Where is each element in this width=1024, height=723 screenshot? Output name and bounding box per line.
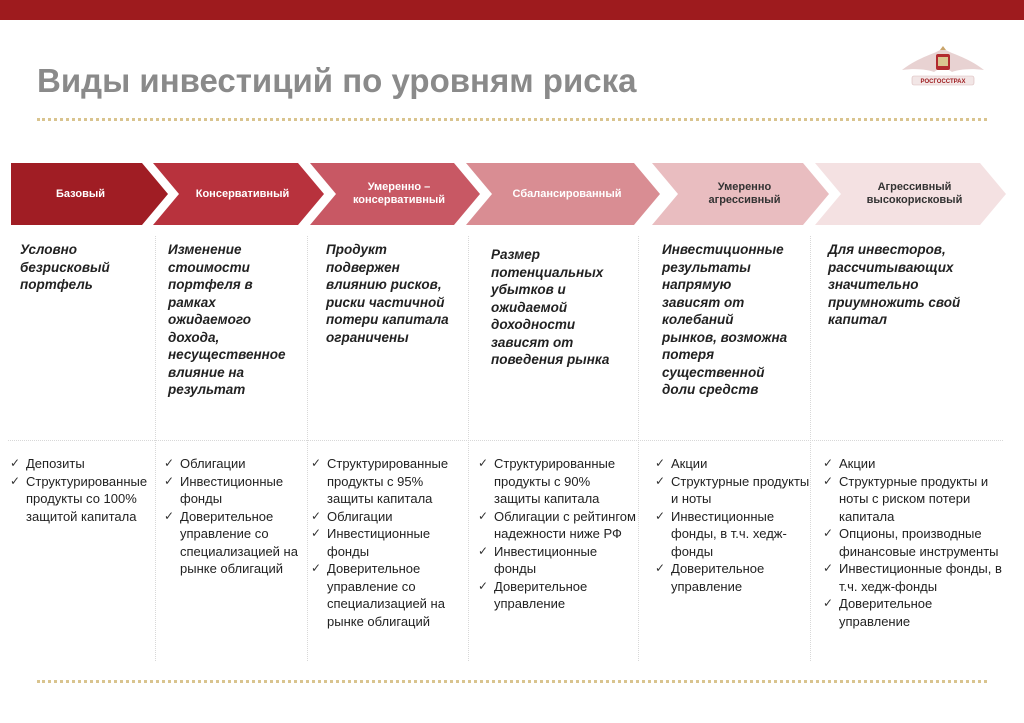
checkmark-icon: ✓ — [478, 543, 489, 558]
product-list-item — [823, 595, 1005, 630]
product-list-item — [10, 473, 150, 526]
product-list-text: Структурированные продукты с 95% защиты капитала — [327, 456, 449, 506]
risk-description: Инвестиционные результаты напрямую зависят от колебаний рынков, возможна потеря существенной доли средств — [662, 242, 788, 397]
logo-wordmark: РОСГОССТРАХ — [920, 79, 966, 85]
risk-description: Продукт подвержен влиянию рисков, риски частичной потери капитала ограничены — [326, 242, 449, 345]
product-list — [478, 455, 638, 613]
checkmark-icon: ✓ — [655, 473, 666, 488]
product-list-text: Акции — [671, 456, 708, 471]
product-list-item — [478, 508, 638, 543]
checkmark-icon: ✓ — [311, 526, 322, 540]
checkmark-icon: ✓ — [164, 508, 175, 523]
checkmark-icon: ✓ — [823, 456, 834, 470]
product-list-item — [10, 455, 150, 473]
product-list — [655, 455, 813, 595]
chevron-label: Базовый — [56, 187, 105, 200]
risk-description: Изменение стоимости портфеля в рамках ожидаемого дохода, несущественное влияние на результат — [168, 242, 286, 397]
product-list-text: Доверительное управление — [839, 596, 933, 629]
product-list-item — [478, 578, 638, 613]
product-list-item — [823, 473, 1005, 526]
product-list-text: Опционы, производные финансовые инструменты — [839, 526, 999, 559]
column-divider — [810, 236, 811, 661]
section-divider — [8, 440, 1003, 441]
product-list-item — [823, 560, 1005, 595]
product-list-item — [164, 455, 302, 473]
footer-divider — [37, 680, 987, 683]
product-list-item — [311, 525, 469, 560]
risk-description: Размер потенциальных убытков и ожидаемой доходности зависят от поведения рынка — [491, 247, 610, 367]
column-divider — [307, 236, 308, 661]
product-list-text: Структурные продукты и ноты с риском потери капитала — [839, 473, 989, 524]
product-list-item — [311, 560, 469, 630]
product-list — [164, 455, 302, 578]
column-divider — [155, 236, 156, 661]
chevron-label: Сбалансированный — [512, 187, 622, 200]
product-list — [823, 455, 1005, 630]
page-title: Виды инвестиций по уровням риска — [37, 62, 637, 99]
product-list — [10, 455, 150, 525]
checkmark-icon: ✓ — [164, 456, 175, 470]
checkmark-icon: ✓ — [655, 508, 666, 523]
checkmark-icon: ✓ — [478, 456, 489, 470]
product-list-item — [655, 473, 813, 508]
checkmark-icon: ✓ — [311, 508, 322, 523]
chevron-label: Консервативный — [195, 187, 290, 200]
product-list-text: Облигации с рейтингом надежности ниже РФ — [494, 508, 636, 541]
product-list-text: Доверительное управление — [494, 578, 588, 611]
checkmark-icon: ✓ — [164, 473, 175, 488]
product-list-text: Облигации — [180, 456, 246, 471]
product-list-item — [655, 455, 813, 473]
checkmark-icon: ✓ — [311, 561, 322, 575]
checkmark-icon: ✓ — [655, 456, 666, 470]
checkmark-icon: ✓ — [823, 526, 834, 540]
product-list-text: Инвестиционные фонды, в т.ч. хедж-фонды — [839, 561, 1002, 594]
product-list-text: Структурные продукты и ноты — [671, 473, 810, 506]
product-list-item — [823, 455, 1005, 473]
product-list-item — [478, 455, 638, 508]
product-list-item — [311, 455, 469, 508]
checkmark-icon: ✓ — [311, 456, 322, 470]
product-list-text: Структурированные продукты со 100% защитой капитала — [26, 473, 148, 524]
chevron-label: Умеренно агрессивный — [708, 181, 781, 206]
chevron-label: Умеренно – консервативный — [352, 181, 446, 206]
product-list-text: Доверительное управление — [671, 561, 765, 594]
product-list-item — [164, 508, 302, 578]
chevron-label: Агрессивный высокорисковый — [866, 181, 963, 206]
product-list-text: Акции — [839, 456, 876, 471]
product-list-text: Депозиты — [26, 456, 85, 471]
checkmark-icon: ✓ — [10, 473, 21, 488]
product-list-item — [478, 543, 638, 578]
product-list-item — [823, 525, 1005, 560]
product-list-text: Инвестиционные фонды — [494, 543, 598, 576]
column-divider — [638, 236, 639, 661]
checkmark-icon: ✓ — [823, 473, 834, 488]
checkmark-icon: ✓ — [655, 561, 666, 575]
product-list-text: Инвестиционные фонды — [180, 473, 284, 506]
product-list-text: Инвестиционные фонды, в т.ч. хедж-фонды — [671, 508, 787, 559]
product-list-text: Доверительное управление со специализацией на рынке облигаций — [327, 561, 445, 629]
product-list-item — [655, 560, 813, 595]
product-list-item — [311, 508, 469, 526]
product-list-text: Доверительное управление со специализацией на рынке облигаций — [180, 508, 298, 576]
risk-description: Для инвесторов, рассчитывающих значительно приумножить свой капитал — [828, 242, 961, 327]
checkmark-icon: ✓ — [10, 456, 21, 470]
product-list-item — [655, 508, 813, 561]
product-list-text: Инвестиционные фонды — [327, 526, 431, 559]
checkmark-icon: ✓ — [478, 578, 489, 593]
checkmark-icon: ✓ — [823, 596, 834, 610]
checkmark-icon: ✓ — [478, 508, 489, 523]
product-list-text: Структурированные продукты с 90% защиты капитала — [494, 456, 616, 506]
product-list-item — [164, 473, 302, 508]
product-list — [311, 455, 469, 630]
product-list-text: Облигации — [327, 508, 393, 524]
risk-description: Условно безрисковый портфель — [20, 242, 110, 292]
checkmark-icon: ✓ — [823, 561, 834, 575]
